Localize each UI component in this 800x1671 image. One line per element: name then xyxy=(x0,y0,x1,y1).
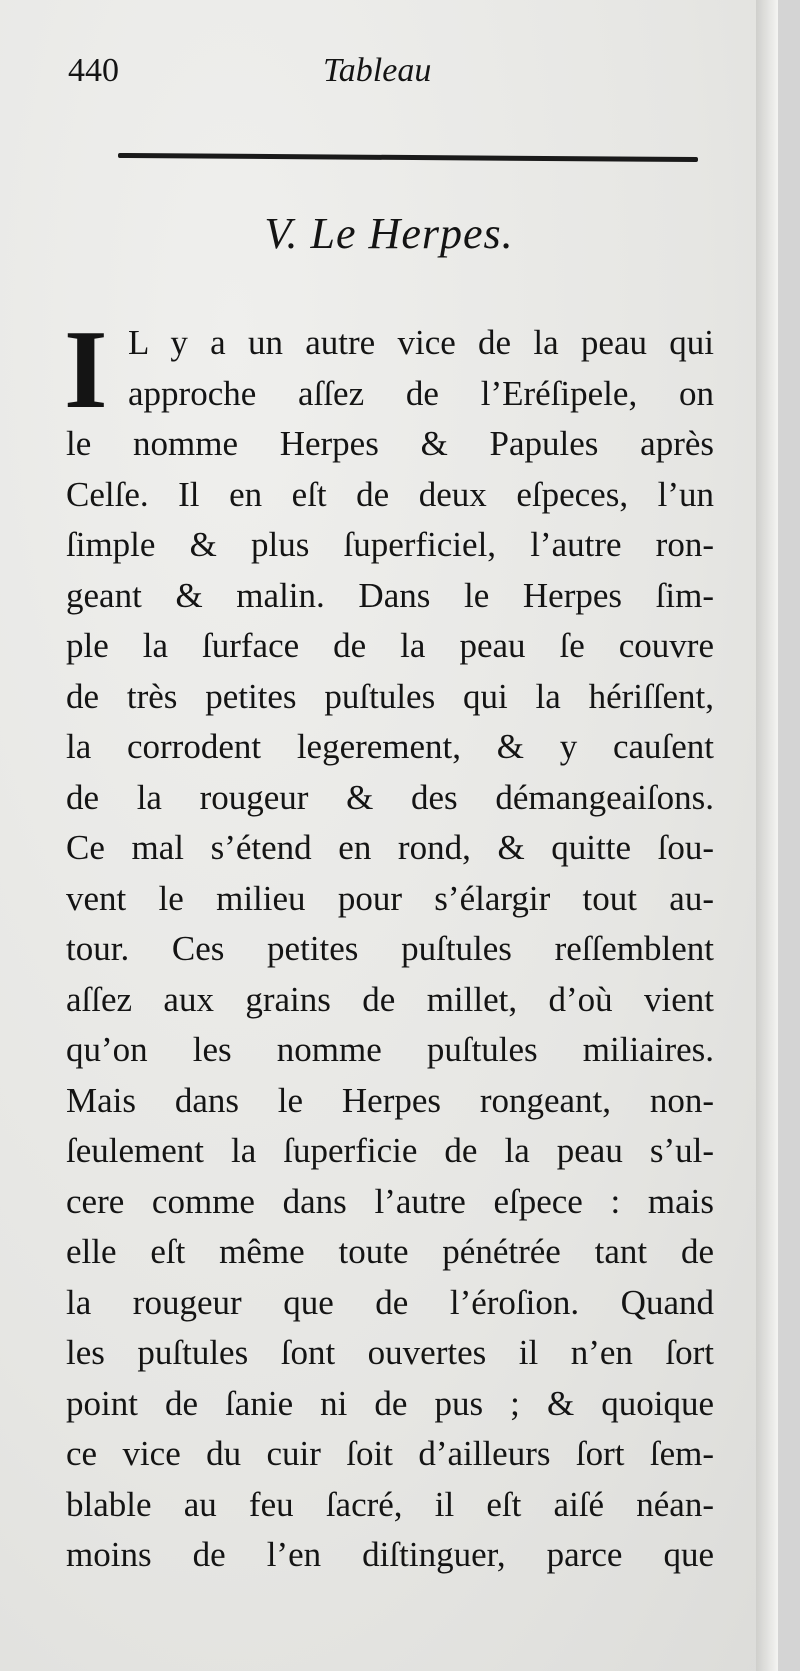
text-line: ſeulement la ſuperficie de la peau s’ul- xyxy=(66,1131,714,1170)
running-head: Tableau xyxy=(323,52,432,89)
text-line: elle eſt même toute pénétrée tant de xyxy=(66,1232,714,1271)
text-line: blable au feu ſacré, il eſt aiſé néan- xyxy=(66,1484,714,1524)
text-line: de très petites puſtules qui la hériſſent, xyxy=(66,676,714,716)
text-line: Mais dans le Herpes rongeant, non- xyxy=(66,1080,714,1120)
text-line: ce vice du cuir ſoit d’ailleurs ſort ſem- xyxy=(66,1434,714,1473)
text-line: moins de l’en diſtinguer, parce que xyxy=(66,1535,714,1574)
text-line: les puſtules ſont ouvertes il n’en ſort xyxy=(66,1333,714,1372)
text-line: cere comme dans l’autre eſpece : mais xyxy=(66,1181,714,1221)
text-line: Celſe. Il en eſt de deux eſpeces, l’un xyxy=(66,474,714,514)
text-line: le nomme Herpes & Papules après xyxy=(66,424,714,463)
body-text xyxy=(64,308,714,1581)
text-line: vent le milieu pour s’élargir tout au- xyxy=(66,878,714,918)
text-line: approche aſſez de l’Eréſipele, on xyxy=(128,373,714,413)
section-title: V. Le Herpes. xyxy=(264,209,514,258)
text-line: L y a un autre vice de la peau qui xyxy=(128,323,714,362)
text-line: point de ſanie ni de pus ; & quoique xyxy=(66,1383,714,1423)
page-header xyxy=(68,52,708,102)
header-rule xyxy=(118,153,698,162)
text-line: aſſez aux grains de millet, d’où vient xyxy=(66,979,714,1019)
text-line: ſimple & plus ſuperficiel, l’autre ron- xyxy=(66,525,714,564)
text-line: la corrodent legerement, & y cauſent xyxy=(66,727,714,766)
text-line: tour. Ces petites puſtules reſſemblent xyxy=(66,929,714,968)
drop-cap: I xyxy=(64,308,108,432)
text-line: Ce mal s’étend en rond, & quitte ſou- xyxy=(66,828,714,867)
text-line: de la rougeur & des démangeaiſons. xyxy=(66,777,714,817)
text-line: qu’on les nomme puſtules miliaires. xyxy=(66,1030,714,1069)
text-line: geant & malin. Dans le Herpes ſim- xyxy=(66,575,714,615)
page-number: 440 xyxy=(68,52,119,89)
text-line: la rougeur que de l’éroſion. Quand xyxy=(66,1282,714,1322)
text-line: ple la ſurface de la peau ſe couvre xyxy=(66,626,714,665)
